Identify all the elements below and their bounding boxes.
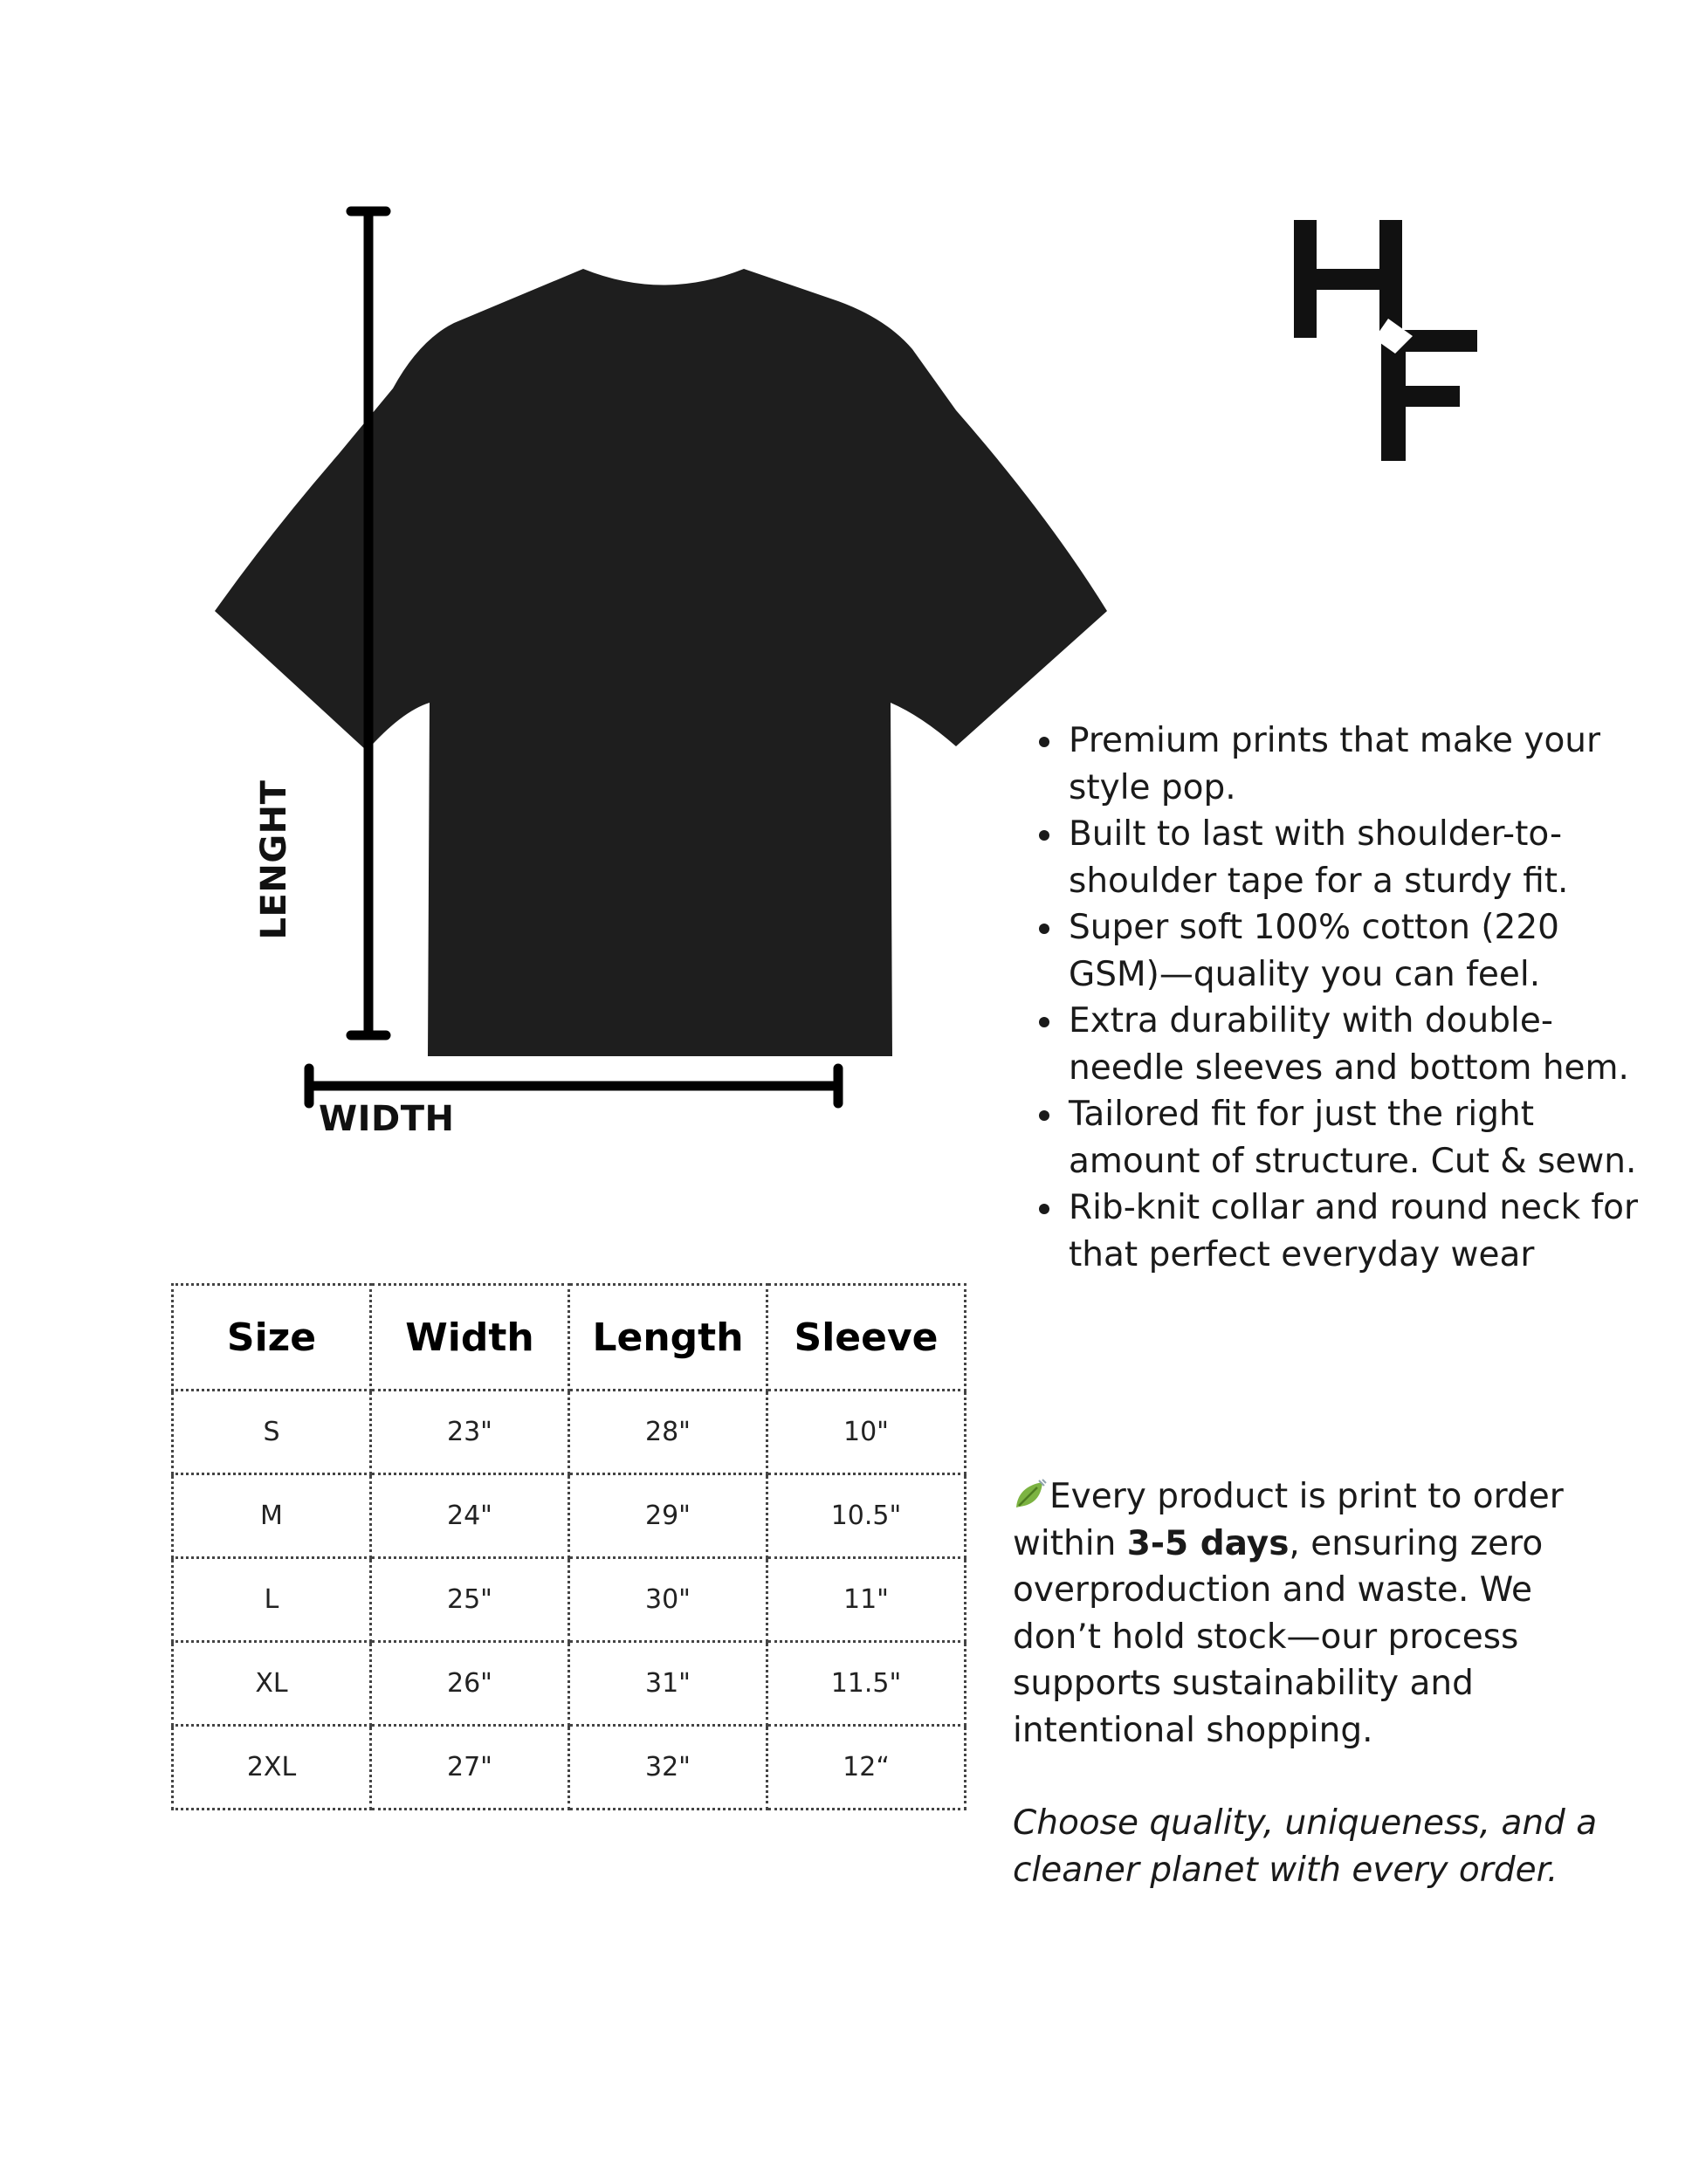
cell-size: XL: [173, 1642, 371, 1726]
table-row: [173, 1726, 966, 1810]
length-label: LENGHT: [254, 780, 294, 940]
feature-item: • Rib-knit collar and round neck for that perfect everyday wear: [1065, 1185, 1641, 1278]
feature-item: • Extra durability with double-needle sleeves and bottom hem.: [1065, 998, 1641, 1091]
table-row: [173, 1391, 966, 1474]
cell-sleeve: 10.5": [767, 1474, 966, 1558]
cell-sleeve: 11.5": [767, 1642, 966, 1726]
sustainability-note: [1013, 1473, 1624, 1754]
cell-length: 32": [569, 1726, 767, 1810]
width-label: WIDTH: [319, 1099, 455, 1139]
cell-width: 27": [371, 1726, 569, 1810]
sustain-text-before: Every product is print to order within: [1013, 1477, 1564, 1563]
tagline: Choose quality, uniqueness, and a cleaner planet with every order.: [1013, 1803, 1598, 1890]
cell-sleeve: 11": [767, 1558, 966, 1642]
feature-item: • Premium prints that make your style pop.: [1065, 718, 1641, 811]
feature-list: [1028, 718, 1641, 1278]
table-row: [173, 1642, 966, 1726]
header-length: Length: [569, 1285, 767, 1391]
tshirt-icon: [215, 269, 1107, 1056]
size-chart-table: [171, 1283, 966, 1810]
header-width: Width: [371, 1285, 569, 1391]
cell-width: 26": [371, 1642, 569, 1726]
table-row: [173, 1474, 966, 1558]
cell-size: S: [173, 1391, 371, 1474]
cell-width: 25": [371, 1558, 569, 1642]
cell-sleeve: 10": [767, 1391, 966, 1474]
table-header-row: [173, 1285, 966, 1391]
cell-width: 23": [371, 1391, 569, 1474]
header-size: Size: [173, 1285, 371, 1391]
cell-length: 28": [569, 1391, 767, 1474]
header-sleeve: Sleeve: [767, 1285, 966, 1391]
sustain-bold-days: 3-5 days: [1126, 1523, 1290, 1563]
feature-item: • Tailored fit for just the right amount of structure. Cut & sewn.: [1065, 1091, 1641, 1185]
cell-length: 31": [569, 1642, 767, 1726]
brand-logo: [1283, 201, 1519, 480]
feature-item: • Super soft 100% cotton (220 GSM)—quality you can feel.: [1065, 904, 1641, 998]
cell-sleeve: 12“: [767, 1726, 966, 1810]
cell-length: 30": [569, 1558, 767, 1642]
table-row: [173, 1558, 966, 1642]
feature-item: • Built to last with shoulder-to-shoulder tape for a sturdy fit.: [1065, 811, 1641, 904]
cell-size: 2XL: [173, 1726, 371, 1810]
sustain-text-after: , ensuring zero overproduction and waste. We don’t hold stock—our process supports sustainability and intentional shopping.: [1013, 1523, 1544, 1750]
cell-width: 24": [371, 1474, 569, 1558]
cell-size: L: [173, 1558, 371, 1642]
cell-length: 29": [569, 1474, 767, 1558]
leaf-icon: [1013, 1478, 1048, 1513]
cell-size: M: [173, 1474, 371, 1558]
